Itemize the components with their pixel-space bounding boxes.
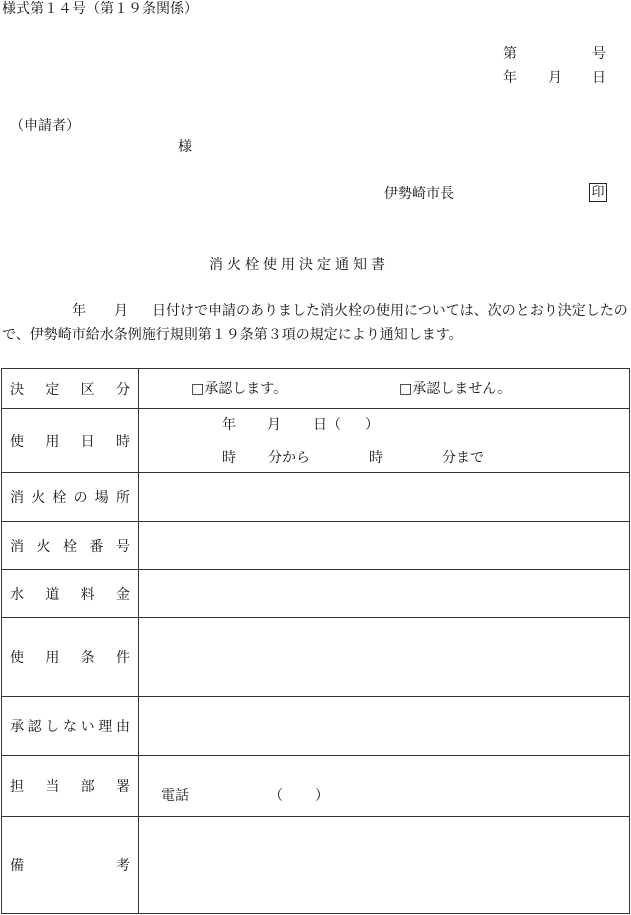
row-label-char: 火 [31,490,46,506]
usage-from-hour-label: 時 [222,450,236,466]
usage-day-label: 日（ [313,417,341,433]
usage-close-paren: ） [365,417,379,433]
reject-option[interactable]: □承認しません。 [399,381,512,397]
label-spread [2,431,138,451]
usage-year-label: 年 [222,417,236,433]
row-label-rejection-reason [2,697,139,756]
usage-datetime-cell[interactable] [139,409,630,473]
date-day-label: 日 [592,70,606,86]
row-label-char: 区 [80,381,95,398]
row-label-remarks [2,817,139,914]
row-label-char: 定 [45,381,60,398]
label-spread [2,379,138,399]
row-label-char: 金 [115,586,130,603]
department-cell[interactable] [139,756,630,817]
row-label-char: 承 [10,719,24,735]
row-label-usage [2,409,139,473]
seal-stamp: 印 [589,183,607,202]
row-label-char: 使 [10,433,24,450]
row-label-char: 栓 [63,538,77,555]
row-label-char: 考 [116,858,130,874]
row-label-char: 日 [80,433,95,450]
table-row [2,756,630,817]
decision-table [1,368,631,915]
usage-to-minute-label: 分まで [442,450,484,466]
row-label-char: 号 [116,538,130,555]
label-spread [2,776,138,796]
date-month-label: 月 [548,70,562,86]
table-row [2,409,630,473]
row-label-char: 担 [10,779,24,795]
row-label-char: 由 [115,719,130,735]
body-text: 日付けで申請のありました消火栓の使用については、次のとおり決定したので、伊勢崎市給水条例施行規則第１９条第３項の規定により通知します。 [2,303,628,343]
row-label-hydrant-number [2,522,139,570]
row-label-char: 道 [45,586,60,603]
label-spread [2,536,138,556]
table-row [2,570,630,618]
row-label-char: 条 [80,650,95,666]
row-label-char: な [62,719,77,735]
label-spread [2,716,138,736]
body-year-label: 年 [72,303,86,319]
row-label-char: 消 [10,538,24,555]
row-label-char: 理 [98,719,113,735]
form-number-label: 様式第１４号（第１９条関係） [2,1,198,17]
row-label-char: 料 [80,586,95,603]
usage-from-minute-label: 分から [268,450,310,466]
body-month-label: 月 [114,303,128,319]
row-label-char: 分 [115,381,130,398]
row-label-char: 番 [89,538,104,555]
row-label-char: 認 [27,719,42,735]
row-label-char: 使 [10,650,24,666]
row-label-char: 時 [115,433,130,450]
date-year-label: 年 [503,70,517,86]
row-label-char: 部 [80,779,95,795]
phone-open-paren: （ [269,788,283,804]
row-label-char: の [73,490,88,506]
usage-to-hour-label: 時 [369,450,383,466]
applicant-label: （申請者） [10,118,80,134]
notice-body [2,299,629,347]
table-row [2,697,630,756]
phone-label: 電話 [161,788,189,804]
row-label-char: 栓 [52,490,67,506]
rejection-reason-cell[interactable] [139,697,630,756]
document-number-suffix: 号 [592,46,606,62]
row-label-char: 水 [10,586,24,603]
row-label-hydrant-location [2,473,139,522]
label-spread [2,855,138,875]
row-label-department [2,756,139,817]
row-label-char: 署 [115,779,130,795]
row-label-char: 決 [10,381,24,398]
hydrant-location-cell[interactable] [139,473,630,522]
row-label-char: 用 [45,433,60,450]
decision-cell[interactable] [139,369,630,409]
row-label-water-fee [2,570,139,618]
table-row [2,369,630,409]
hydrant-number-cell[interactable] [139,522,630,570]
document-number-prefix: 第 [503,46,517,62]
row-label-char: 所 [115,490,130,506]
table-row [2,473,630,522]
honorific-sama: 様 [178,139,192,155]
row-label-decision [2,369,139,409]
label-spread [2,647,138,667]
remarks-cell[interactable] [139,817,630,914]
usage-month-label: 月 [267,417,281,433]
water-fee-cell[interactable] [139,570,630,618]
row-label-char: 火 [36,538,51,555]
issuer-mayor: 伊勢崎市長 [384,186,454,202]
label-spread [2,487,138,507]
approve-option[interactable]: □承認します。 [191,381,288,397]
row-label-char: 当 [45,779,60,795]
row-label-char: し [45,719,60,735]
row-label-char: 場 [94,490,109,506]
conditions-cell[interactable] [139,618,630,697]
row-label-char: 備 [10,858,24,874]
label-spread [2,584,138,604]
row-label-char: い [80,719,95,735]
document-title: 消火栓使用決定通知書 [209,257,389,273]
row-label-char: 件 [115,650,130,666]
row-label-char: 用 [45,650,60,666]
row-label-char: 消 [10,490,24,506]
table-row [2,522,630,570]
phone-close-paren: ） [315,788,329,804]
row-label-conditions [2,618,139,697]
table-row [2,618,630,697]
table-row [2,817,630,914]
